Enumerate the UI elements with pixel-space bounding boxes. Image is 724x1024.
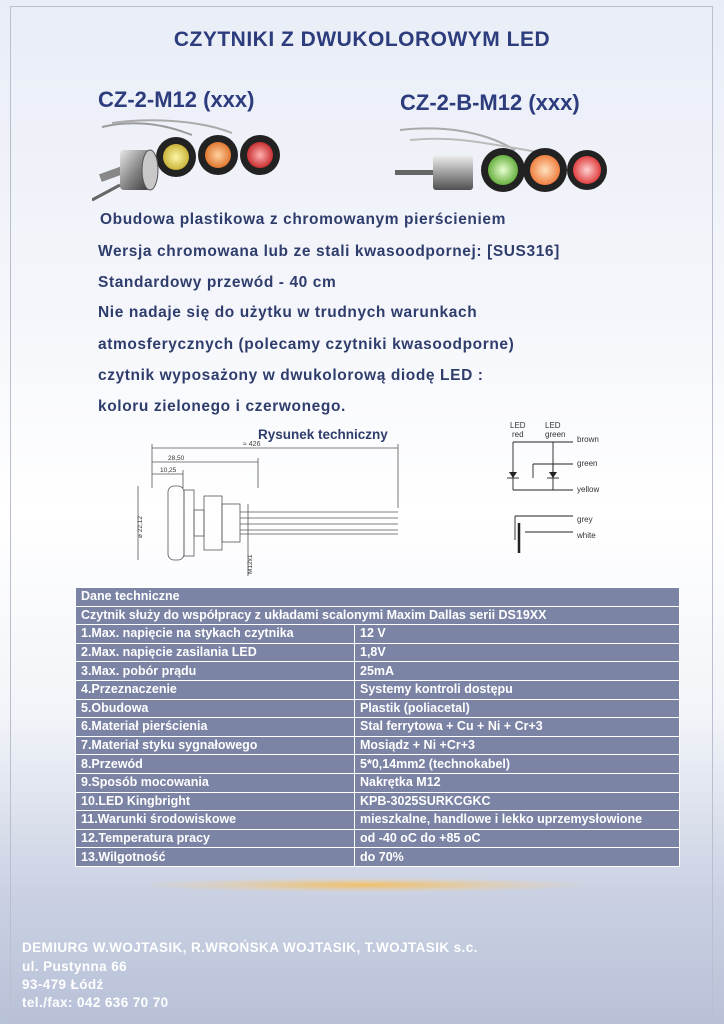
spec-key: 11.Warunki środowiskowe — [76, 811, 355, 830]
spec-value: do 70% — [355, 848, 680, 867]
description-line-2: Wersja chromowana lub ze stali kwasoodpornej: [SUS316] — [98, 243, 560, 260]
spec-value: mieszkalne, handlowe i lekko uprzemysłowione — [355, 811, 680, 830]
table-row — [76, 625, 680, 644]
spec-value: Systemy kontroli dostępu — [355, 680, 680, 699]
wire-yellow-label: yellow — [577, 485, 600, 494]
description-line-6: czytnik wyposażony w dwukolorową diodę LED : — [98, 367, 484, 384]
table-row — [76, 736, 680, 755]
spec-table-subheader: Czytnik służy do współpracy z układami scalonymi Maxim Dallas serii DS19XX — [76, 606, 680, 625]
description-line-1: Obudowa plastikowa z chromowanym pierścieniem — [100, 211, 506, 228]
table-row — [76, 643, 680, 662]
spec-value: 1,8V — [355, 643, 680, 662]
footer-city: 93-479 Łódź — [22, 977, 104, 992]
product-photo-cz-2-m12 — [92, 115, 282, 210]
spec-value: Nakrętka M12 — [355, 773, 680, 792]
spec-key: 3.Max. pobór prądu — [76, 662, 355, 681]
wire-green-label: green — [577, 459, 598, 468]
spec-table-subheader-row — [76, 606, 680, 625]
spec-value: 25mA — [355, 662, 680, 681]
spec-key: 13.Wilgotność — [76, 848, 355, 867]
spec-key: 6.Materiał pierścienia — [76, 718, 355, 737]
spec-key: 4.Przeznaczenie — [76, 680, 355, 699]
table-row — [76, 792, 680, 811]
spec-value: 5*0,14mm2 (technokabel) — [355, 755, 680, 774]
decorative-glow — [150, 878, 580, 892]
spec-key: 8.Przewód — [76, 755, 355, 774]
table-row — [76, 848, 680, 867]
spec-table — [75, 587, 680, 867]
spec-value: od -40 oC do +85 oC — [355, 829, 680, 848]
product-photo-cz-2-b-m12 — [395, 120, 610, 200]
technical-drawing — [128, 438, 418, 578]
spec-value: 12 V — [355, 625, 680, 644]
spec-key: 10.LED Kingbright — [76, 792, 355, 811]
model-cz-2-b-m12: CZ-2-B-M12 (xxx) — [400, 90, 580, 115]
spec-value: Plastik (poliacetal) — [355, 699, 680, 718]
dim-total-label: ≈ 426 — [243, 441, 261, 448]
wire-brown-label: brown — [577, 435, 599, 444]
dim-diameter-label: ⌀ 22,12 — [137, 516, 144, 538]
spec-key: 2.Max. napięcie zasilania LED — [76, 643, 355, 662]
table-row — [76, 773, 680, 792]
spec-table-header: Dane techniczne — [76, 588, 680, 607]
footer-phone: tel./fax: 042 636 70 70 — [22, 995, 169, 1010]
description-line-3: Standardowy przewód - 40 cm — [98, 274, 337, 291]
description-line-7: koloru zielonego i czerwonego. — [98, 398, 346, 415]
description-line-4: Nie nadaje się do użytku w trudnych warunkach — [98, 304, 478, 321]
spec-table-header-row — [76, 588, 680, 607]
table-row — [76, 680, 680, 699]
table-row — [76, 811, 680, 830]
table-row — [76, 755, 680, 774]
schematic-led-red-sub: red — [512, 430, 524, 439]
table-row — [76, 662, 680, 681]
spec-key: 1.Max. napięcie na stykach czytnika — [76, 625, 355, 644]
spec-value: Mosiądz + Ni +Cr+3 — [355, 736, 680, 755]
spec-key: 7.Materiał styku sygnałowego — [76, 736, 355, 755]
dim-a-label: 28,50 — [168, 455, 185, 462]
table-row — [76, 718, 680, 737]
schematic-led-green-sub: green — [545, 430, 566, 439]
spec-value: Stal ferrytowa + Cu + Ni + Cr+3 — [355, 718, 680, 737]
schematic-led-red: LED — [510, 421, 526, 430]
led-schematic — [505, 418, 615, 558]
wire-white-label: white — [577, 531, 596, 540]
schematic-led-green: LED — [545, 421, 561, 430]
table-row — [76, 829, 680, 848]
model-cz-2-m12: CZ-2-M12 (xxx) — [98, 87, 255, 112]
spec-key: 5.Obudowa — [76, 699, 355, 718]
description-line-5: atmosferycznych (polecamy czytniki kwasoodporne) — [98, 336, 515, 353]
spec-value: KPB-3025SURKCGKC — [355, 792, 680, 811]
footer-company: DEMIURG W.WOJTASIK, R.WROŃSKA WOJTASIK, T.WOJTASIK s.c. — [22, 940, 478, 955]
spec-key: 12.Temperatura pracy — [76, 829, 355, 848]
drawing-caption: Rysunek techniczny — [258, 427, 388, 442]
dim-b-label: 10,25 — [160, 467, 177, 474]
page-title: CZYTNIKI Z DWUKOLOROWYM LED — [173, 28, 551, 51]
dim-thread-label: M12x1 — [247, 554, 254, 574]
table-row — [76, 699, 680, 718]
spec-key: 9.Sposób mocowania — [76, 773, 355, 792]
footer-street: ul. Pustynna 66 — [22, 959, 128, 974]
wire-grey-label: grey — [577, 515, 593, 524]
